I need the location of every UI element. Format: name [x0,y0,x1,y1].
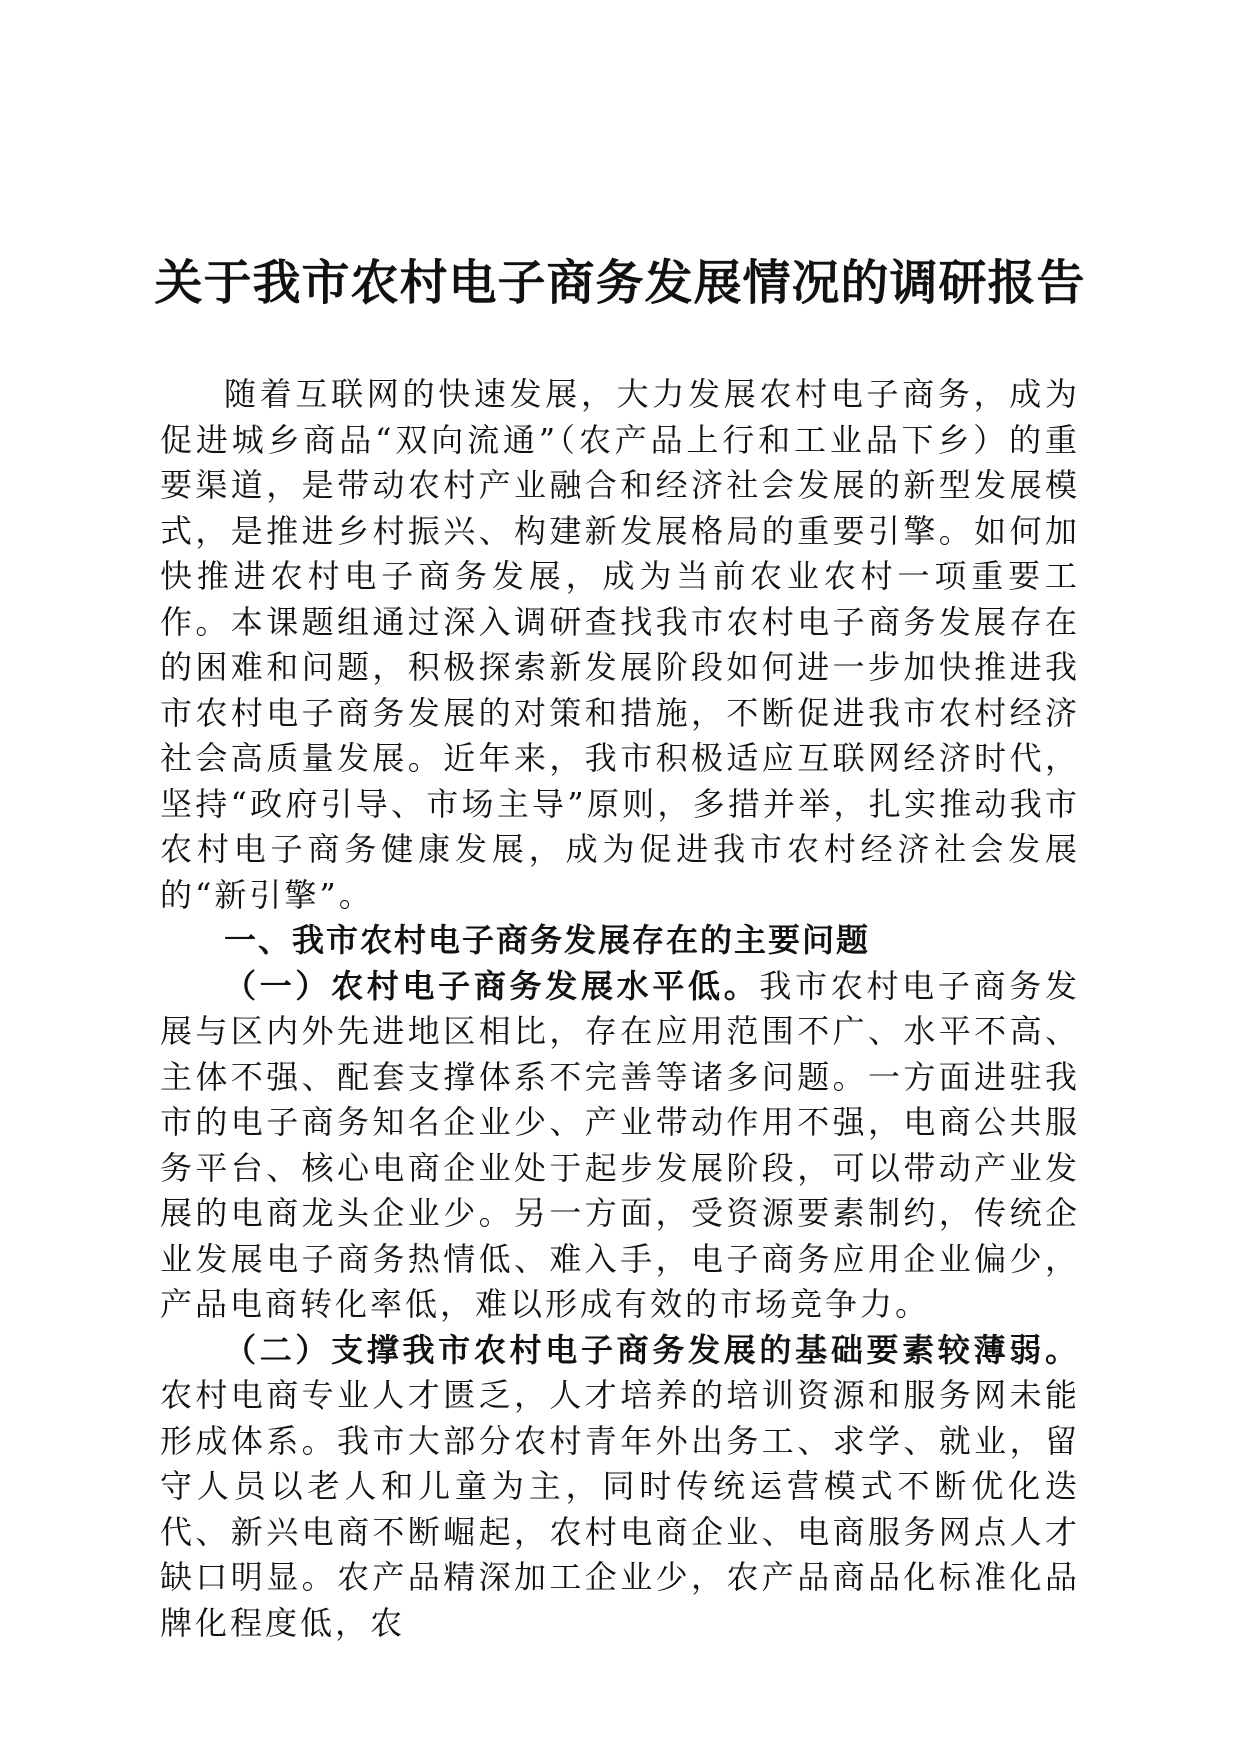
page-title: 关于我市农村电子商务发展情况的调研报告 [154,255,1086,311]
intro-paragraph: 随着互联网的快速发展，大力发展农村电子商务，成为促进城乡商品“双向流通”（农产品上行和工业品下乡）的重要渠道，是带动农村产业融合和经济社会发展的新型发展模式，是推进乡村振兴、构建新发展格局的重要引擎。如何加快推进农村电子商务发展，成为当前农业农村一项重要工作。本课题组通过深入调研查找我市农村电子商务发展存在的困难和问题，积极探索新发展阶段如何进一步加快推进我市农村电子商务发展的对策和措施，不断促进我市农村经济社会高质量发展。近年来，我市积极适应互联网经济时代，坚持“政府引导、市场主导”原则，多措并举，扎实推动我市农村电子商务健康发展，成为促进我市农村经济社会发展的“新引擎”。 [160,375,1080,914]
subsection-heading-2: （二）支撑我市农村电子商务发展的基础要素较薄弱。 [224,1330,1080,1369]
subsection-heading-1: （一）农村电子商务发展水平低。 [224,966,760,1005]
subsection-paragraph-1 [160,964,1080,1328]
subsection-text-1: 我市农村电子商务发展与区内外先进地区相比，存在应用范围不广、水平不高、主体不强、配套支撑体系不完善等诸多问题。一方面进驻我市的电子商务知名企业少、产业带动作用不强，电商公共服务平台、核心电商企业处于起步发展阶段，可以带动产业发展的电商龙头企业少。另一方面，受资源要素制约，传统企业发展电子商务热情低、难入手，电子商务应用企业偏少，产品电商转化率低，难以形成有效的市场竞争力。 [160,966,1080,1323]
subsection-paragraph-2 [160,1328,1080,1647]
section-heading: 一、我市农村电子商务发展存在的主要问题 [224,921,871,959]
document-body [160,372,1080,1646]
subsection-text-2: 农村电商专业人才匮乏，人才培养的培训资源和服务网未能形成体系。我市大部分农村青年外出务工、求学、就业，留守人员以老人和儿童为主，同时传统运营模式不断优化迭代、新兴电商不断崛起，农村电商企业、电商服务网点人才缺口明显。农产品精深加工企业少，农产品商品化标准化品牌化程度低，农 [160,1376,1080,1642]
